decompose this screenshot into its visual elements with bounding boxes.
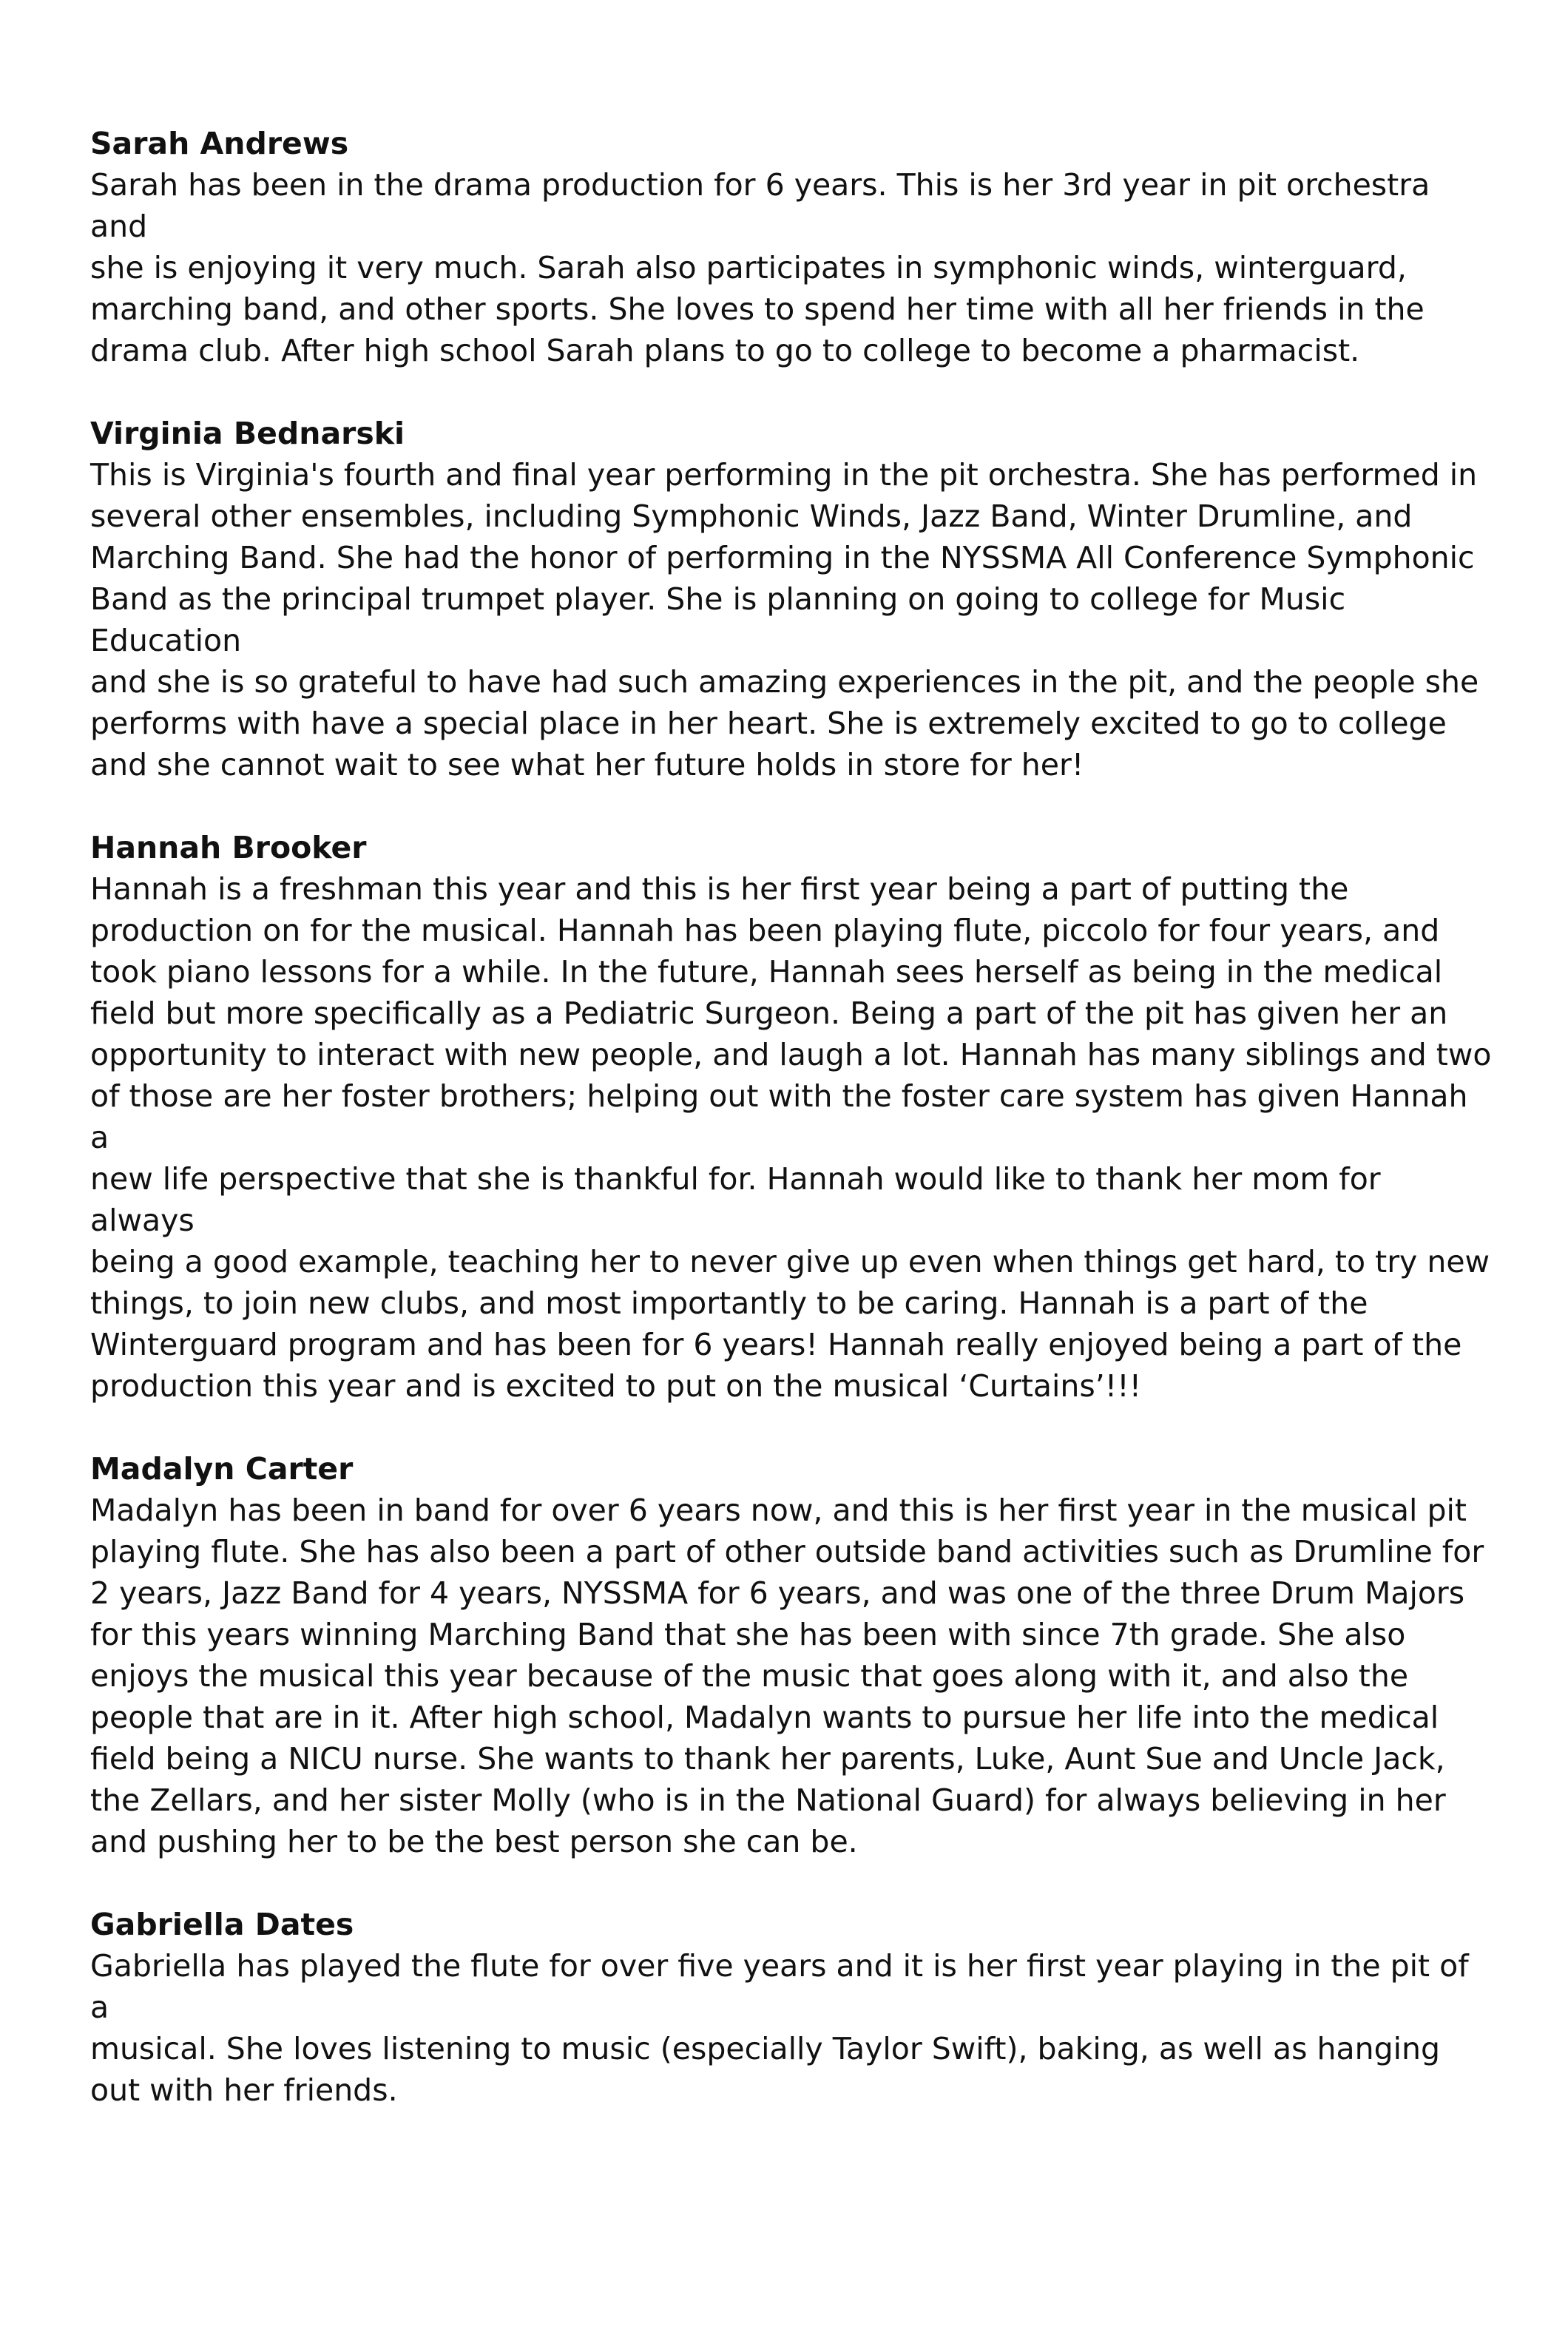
- bio-text: Sarah has been in the drama production for 6 years. This is her 3rd year in pit orchestra and she is enjoying it very much. Sarah also participates in symphonic winds, winterguard, marching band, and other sports. She loves to spend her time with all her friends in the drama club. After high school Sarah plans to go to college to become a pharmacist.: [90, 167, 1430, 368]
- bio-text: This is Virginia's fourth and final year performing in the pit orchestra. She has performed in several other ensembles, including Symphonic Winds, Jazz Band, Winter Drumline, and Marching Band. She had the honor of performing in the NYSSMA All Conference Symphonic Band as the principal trumpet player. She is planning on going to college for Music Education and she is so grateful to have had such amazing experiences in the pit, and the people she performs with have a special place in her heart. She is extremely excited to go to college and she cannot wait to see what her future holds in store for her!: [90, 457, 1479, 783]
- bio-name: Madalyn Carter: [90, 1451, 354, 1487]
- bio-text: Madalyn has been in band for over 6 years now, and this is her first year in the musical pit playing flute. She has also been a part of other outside band activities such as Drumline for 2 years, Jazz Band for 4 years, NYSSMA for 6 years, and was one of the three Drum Majors for this years winning Marching Band that she has been with since 7th grade. She also enjoys the musical this year because of the music that goes along with it, and also the people that are in it. After high school, Madalyn wants to pursue her life into the medical field being a NICU nurse. She wants to thank her parents, Luke, Aunt Sue and Uncle Jack, the Zellars, and her sister Molly (who is in the National Guard) for always believing in her and pushing her to be the best person she can be.: [90, 1493, 1484, 1859]
- bio-name: Gabriella Dates: [90, 1907, 354, 1942]
- bio-name: Sarah Andrews: [90, 126, 349, 161]
- bio-virginia-bednarski: [90, 413, 1494, 785]
- bio-name: Virginia Bednarski: [90, 416, 405, 451]
- bio-text: Gabriella has played the flute for over five years and it is her first year playing in the pit of a musical. She loves listening to music (especially Taylor Swift), baking, as well as hanging out with her friends.: [90, 1948, 1469, 2108]
- bio-text: Hannah is a freshman this year and this is her first year being a part of putting the production on for the musical. Hannah has been playing flute, piccolo for four years, and took piano lessons for a while. In the future, Hannah sees herself as being in the medical field but more specifically as a Pediatric Surgeon. Being a part of the pit has given her an opportunity to interact with new people, and laugh a lot. Hannah has many siblings and two of those are her foster brothers; helping out with the foster care system has given Hannah a new life perspective that she is thankful for. Hannah would like to thank her mom for always being a good example, teaching her to never give up even when things get hard, to try new things, to join new clubs, and most importantly to be caring. Hannah is a part of the Winterguard program and has been for 6 years! Hannah really enjoyed being a part of the production this year and is excited to put on the musical ‘Curtains’!!!: [90, 871, 1492, 1404]
- bio-sarah-andrews: [90, 123, 1494, 371]
- bio-gabriella-dates: [90, 1904, 1494, 2111]
- bio-madalyn-carter: [90, 1448, 1494, 1862]
- bio-hannah-brooker: [90, 827, 1494, 1407]
- bio-name: Hannah Brooker: [90, 830, 367, 865]
